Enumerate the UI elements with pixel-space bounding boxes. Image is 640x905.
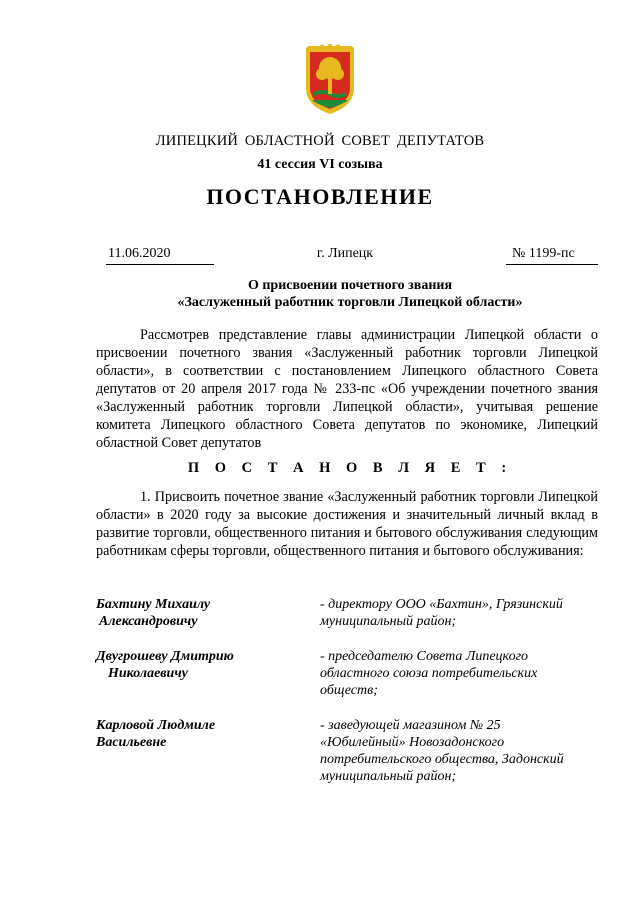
decree-heading: П О С Т А Н О В Л Я Е Т : (187, 460, 513, 476)
awardee-desc-line: - председателю Совета Липецкого (320, 649, 529, 664)
awardee-name (96, 648, 296, 682)
awardee-desc-line: - заведующей магазином № 25 (320, 718, 501, 733)
awardee-description (320, 596, 610, 630)
awardee-name-line: Карловой Людмиле (96, 718, 216, 733)
awardee-description (320, 648, 610, 699)
awardee-desc-line: обществ; (320, 683, 378, 698)
awardee-name (96, 596, 296, 630)
awardee-desc-line: муниципальный район; (320, 769, 457, 784)
session-title: 41 сессия VI созыва (257, 157, 383, 172)
document-type: ПОСТАНОВЛЕНИЕ (206, 184, 434, 209)
document-city: г. Липецк (316, 246, 374, 261)
document-subject (0, 277, 640, 311)
decree-item-1 (96, 488, 598, 560)
awardee-description (320, 717, 610, 785)
awardee-desc-line: муниципальный район; (320, 614, 457, 629)
awardee-desc-line: - директору ООО «Бахтин», Грязинский (320, 597, 563, 612)
awardee-desc-line: «Юбилейный» Новозадонского (320, 735, 505, 750)
organization-title: ЛИПЕЦКИЙ ОБЛАСТНОЙ СОВЕТ ДЕПУТАТОВ (155, 133, 485, 149)
awardee-name-line: Васильевне (96, 735, 167, 750)
subject-line-2: «Заслуженный работник торговли Липецкой области» (177, 295, 523, 310)
awardee-name (96, 717, 296, 751)
awardee-desc-line: потребительского общества, Задонский (320, 752, 564, 767)
awardee-name-line: Александровичу (99, 614, 198, 629)
document-number: № 1199-пс (506, 246, 598, 265)
awardee-name-line: Бахтину Михаилу (96, 597, 211, 612)
awardee-desc-line: областного союза потребительских (320, 666, 538, 681)
awardee-name-line: Двугрошеву Дмитрию (96, 649, 234, 664)
decree-item-1-text: 1. Присвоить почетное звание «Заслуженный работник торговли Липецкой области» в 2020 году за высокие достижения и значительный личный вклад в развитие торговли, общественного питания и бытового обслуживания следующим работникам сферы торговли, общественного питания и бытового обслуживания: (96, 489, 598, 559)
awardee-name-line: Николаевичу (108, 666, 188, 681)
subject-line-1: О присвоении почетного звания (247, 278, 453, 293)
document-date: 11.06.2020 (106, 246, 214, 265)
coat-of-arms-icon (300, 44, 360, 116)
preamble-text: Рассмотрев представление главы администрации Липецкой области о присвоении почетного звания «Заслуженный работник торговли Липецкой области», в соответствии с постановлением Липецкого областного Совета депутатов от 20 апреля 2017 года № 233-пс «Об учреждении почетного звания «Заслуженный работник торговли Липецкой области», учитывая решение комитета Липецкого областного Совета депутатов по экономике, Липецкий областной Совет депутатов (96, 327, 598, 451)
preamble (96, 326, 598, 452)
